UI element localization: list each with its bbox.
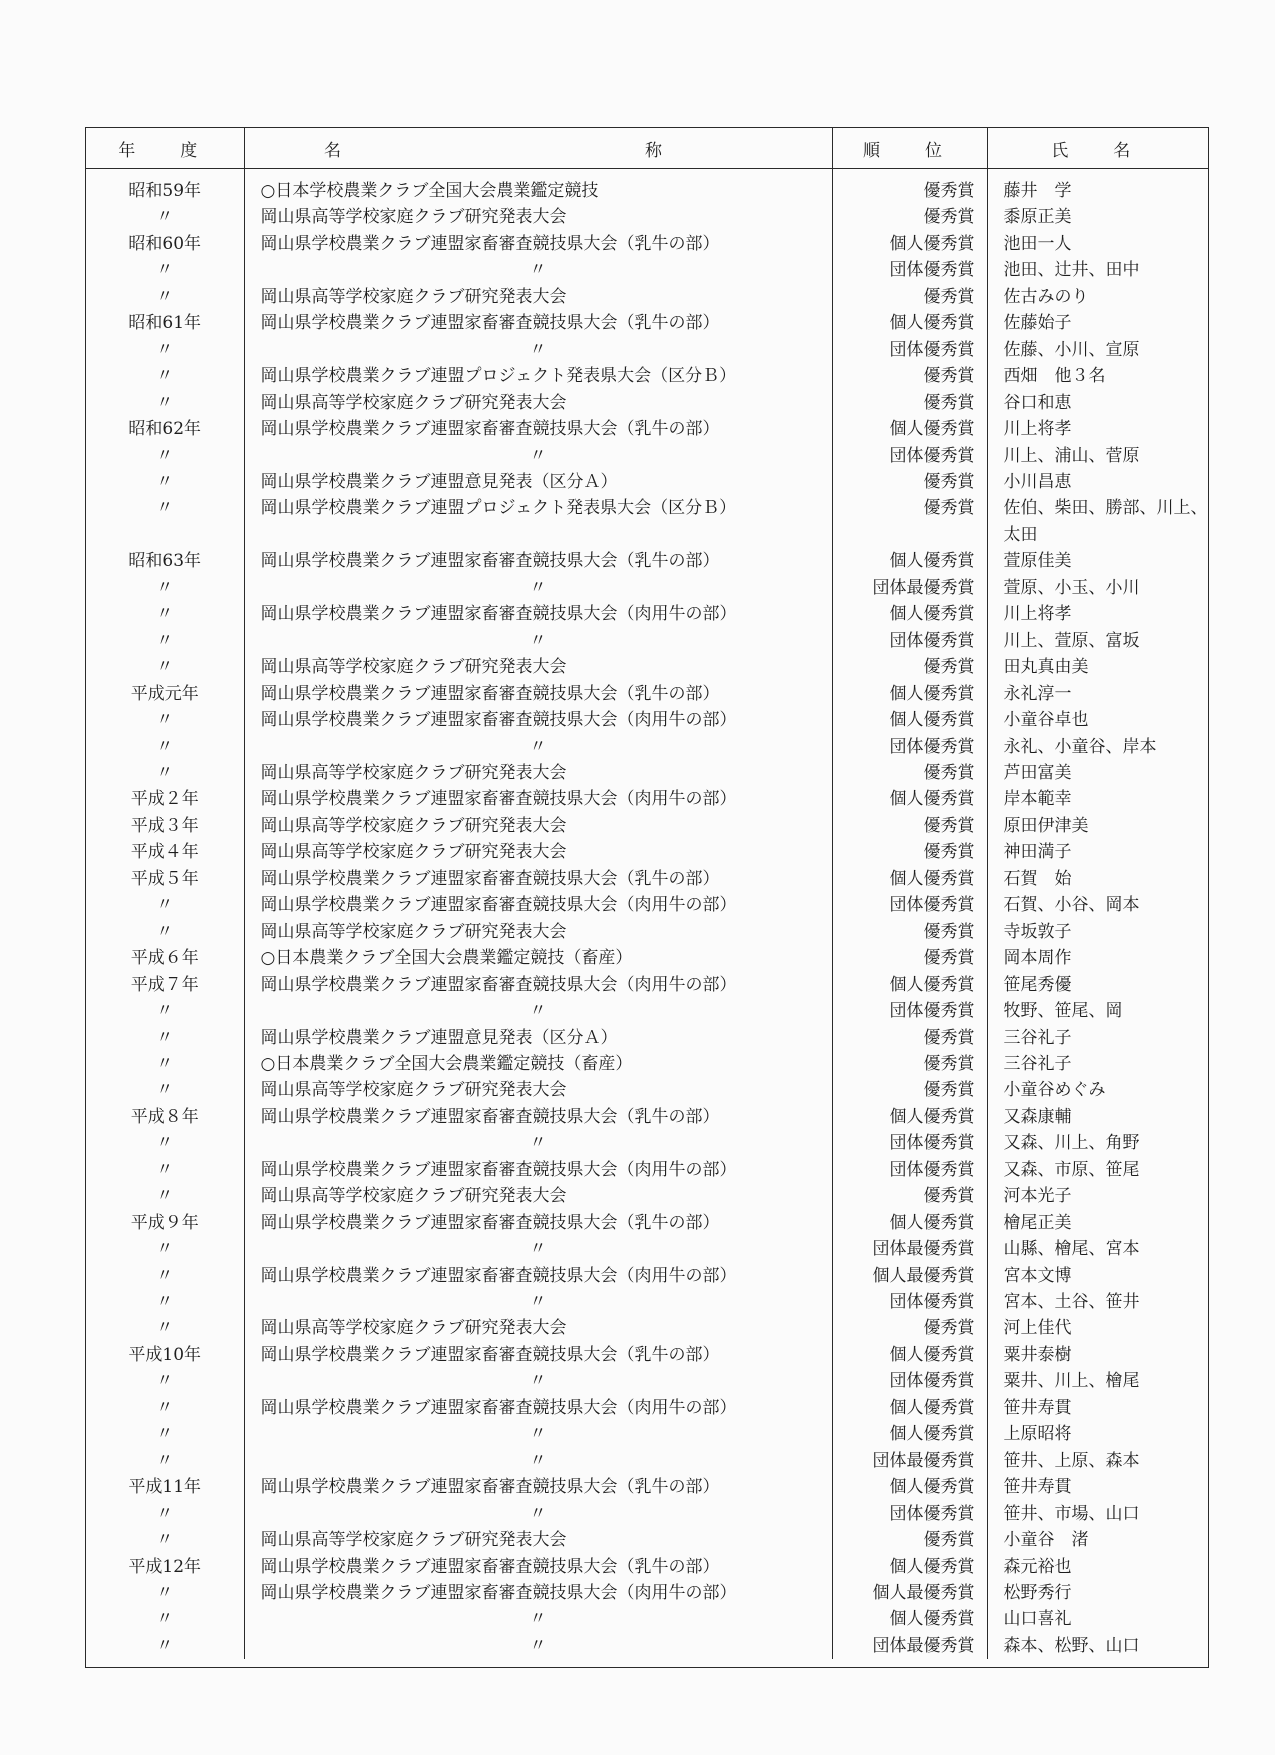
table-row (86, 337, 1208, 363)
year-cell: 昭和61年 (128, 313, 202, 334)
rank-cell: 個人優秀賞 (832, 681, 987, 707)
table-row (86, 416, 1208, 442)
name-cell: 〃 (244, 1130, 832, 1156)
person-cell: 山口喜礼 (987, 1606, 1208, 1632)
name-cell: 〃 (244, 1448, 832, 1474)
name-cell: 岡山県学校農業クラブ連盟家畜審査競技県大会（肉用牛の部） (244, 1580, 832, 1606)
name-cell: 〃 (244, 1501, 832, 1527)
name-cell: 岡山県高等学校家庭クラブ研究発表大会 (244, 204, 832, 230)
table-row (86, 548, 1208, 574)
table-row (86, 1051, 1208, 1077)
name-cell: 岡山県学校農業クラブ連盟家畜審査競技県大会（肉用牛の部） (244, 1263, 832, 1289)
person-cell: 田丸真由美 (987, 654, 1208, 680)
rank-cell: 優秀賞 (832, 1527, 987, 1553)
year-cell: 〃 (156, 1397, 174, 1418)
rank-cell: 団体優秀賞 (832, 1501, 987, 1527)
year-cell: 〃 (156, 366, 174, 387)
awards-table-frame (85, 127, 1209, 1668)
name-cell: 岡山県学校農業クラブ連盟意見発表（区分Ａ） (244, 1025, 832, 1051)
name-cell: 岡山県高等学校家庭クラブ研究発表大会 (244, 1527, 832, 1553)
name-cell: 〃 (244, 628, 832, 654)
rank-cell: 優秀賞 (832, 363, 987, 389)
rank-cell: 個人優秀賞 (832, 601, 987, 627)
person-cell: 萱原、小玉、小川 (987, 575, 1208, 601)
name-cell: 岡山県高等学校家庭クラブ研究発表大会 (244, 760, 832, 786)
name-cell: 〃 (244, 575, 832, 601)
person-cell: 寺坂敦子 (987, 919, 1208, 945)
table-row (86, 1527, 1208, 1553)
year-cell: 平成７年 (130, 974, 199, 995)
rank-cell: 団体優秀賞 (832, 628, 987, 654)
rank-cell: 優秀賞 (832, 839, 987, 865)
year-cell: 〃 (156, 577, 174, 598)
table-row (86, 601, 1208, 627)
person-cell: 宮本、土谷、笹井 (987, 1289, 1208, 1315)
person-cell: 檜尾正美 (987, 1210, 1208, 1236)
year-cell: 〃 (156, 286, 174, 307)
person-cell: 笹井、市場、山口 (987, 1501, 1208, 1527)
year-cell: 〃 (156, 471, 174, 492)
name-cell: 岡山県学校農業クラブ連盟家畜審査競技県大会（肉用牛の部） (244, 707, 832, 733)
table-row (86, 1421, 1208, 1447)
person-cell: 芦田富美 (987, 760, 1208, 786)
name-cell: 岡山県学校農業クラブ連盟家畜審査競技県大会（乳牛の部） (244, 866, 832, 892)
table-row (86, 998, 1208, 1024)
year-cell: 〃 (156, 1053, 174, 1074)
table-row (86, 1183, 1208, 1209)
rank-cell: 個人優秀賞 (832, 972, 987, 998)
person-cell: 萱原佳美 (987, 548, 1208, 574)
rank-cell: 優秀賞 (832, 390, 987, 416)
rank-cell: 優秀賞 (832, 1051, 987, 1077)
person-cell: 川上将孝 (987, 416, 1208, 442)
table-row (86, 1315, 1208, 1341)
table-row (86, 972, 1208, 998)
year-cell: 平成９年 (130, 1212, 199, 1233)
rank-cell: 優秀賞 (832, 1077, 987, 1103)
person-cell: 笹井、上原、森本 (987, 1448, 1208, 1474)
table-row (86, 1263, 1208, 1289)
name-cell: 〃 (244, 998, 832, 1024)
name-cell: 岡山県学校農業クラブ連盟家畜審査競技県大会（乳牛の部） (244, 1554, 832, 1580)
person-cell: 宮本文博 (987, 1263, 1208, 1289)
rank-cell: 優秀賞 (832, 1183, 987, 1209)
year-cell: 平成３年 (130, 815, 199, 836)
person-cell: 佐古みのり (987, 284, 1208, 310)
person-cell: 川上、萱原、富坂 (987, 628, 1208, 654)
year-cell: 〃 (156, 1080, 174, 1101)
name-cell: 岡山県学校農業クラブ連盟プロジェクト発表県大会（区分Ｂ） (244, 495, 832, 548)
rank-cell: 団体優秀賞 (832, 1368, 987, 1394)
person-cell: 森本、松野、山口 (987, 1633, 1208, 1659)
person-cell: 原田伊津美 (987, 813, 1208, 839)
person-cell: 永礼淳一 (987, 681, 1208, 707)
name-cell: 岡山県学校農業クラブ連盟家畜審査競技県大会（乳牛の部） (244, 548, 832, 574)
year-cell: 平成11年 (128, 1477, 202, 1498)
person-cell: 上原昭将 (987, 1421, 1208, 1447)
rank-cell: 団体最優秀賞 (832, 1633, 987, 1659)
name-cell: 岡山県学校農業クラブ連盟家畜審査競技県大会（乳牛の部） (244, 1342, 832, 1368)
rank-cell: 優秀賞 (832, 495, 987, 548)
year-cell: 〃 (156, 710, 174, 731)
name-cell: 岡山県学校農業クラブ連盟家畜審査競技県大会（肉用牛の部） (244, 601, 832, 627)
rank-cell: 個人優秀賞 (832, 1554, 987, 1580)
year-cell: 平成２年 (130, 789, 199, 810)
person-cell: 笹井寿貫 (987, 1395, 1208, 1421)
name-cell: 〃 (244, 1289, 832, 1315)
rank-cell: 団体最優秀賞 (832, 575, 987, 601)
year-cell: 〃 (156, 498, 174, 519)
person-cell: 松野秀行 (987, 1580, 1208, 1606)
name-cell: 岡山県学校農業クラブ連盟家畜審査競技県大会（乳牛の部） (244, 681, 832, 707)
rank-cell: 個人優秀賞 (832, 786, 987, 812)
person-cell: 藤井 学 (987, 169, 1208, 205)
rank-cell: 団体最優秀賞 (832, 1236, 987, 1262)
rank-cell: 個人優秀賞 (832, 1395, 987, 1421)
table-row (86, 390, 1208, 416)
name-cell: 〃 (244, 1421, 832, 1447)
name-cell: 岡山県学校農業クラブ連盟家畜審査競技県大会（肉用牛の部） (244, 1157, 832, 1183)
table-body (86, 169, 1208, 1660)
table-row (86, 1077, 1208, 1103)
name-cell: 〃 (244, 734, 832, 760)
year-cell: 〃 (156, 1265, 174, 1286)
table-row (86, 1633, 1208, 1659)
person-cell: 石賀、小谷、岡本 (987, 892, 1208, 918)
table-row (86, 1025, 1208, 1051)
name-cell: 岡山県高等学校家庭クラブ研究発表大会 (244, 813, 832, 839)
name-cell: 〃 (244, 1606, 832, 1632)
rank-cell: 優秀賞 (832, 654, 987, 680)
year-cell: 〃 (156, 260, 174, 281)
table-row (86, 1342, 1208, 1368)
table-header (86, 128, 1208, 169)
name-cell: 〃 (244, 1368, 832, 1394)
table-row (86, 1289, 1208, 1315)
person-cell: 又森、川上、角野 (987, 1130, 1208, 1156)
table-row (86, 919, 1208, 945)
person-cell: 河本光子 (987, 1183, 1208, 1209)
table-row (86, 707, 1208, 733)
year-cell: 平成８年 (130, 1106, 199, 1127)
rank-cell: 団体優秀賞 (832, 892, 987, 918)
table-row (86, 363, 1208, 389)
person-cell: 山縣、檜尾、宮本 (987, 1236, 1208, 1262)
table-row (86, 257, 1208, 283)
awards-table (86, 128, 1208, 1659)
name-cell: 岡山県学校農業クラブ連盟家畜審査競技県大会（乳牛の部） (244, 310, 832, 336)
year-cell: 〃 (156, 1371, 174, 1392)
name-cell: 岡山県高等学校家庭クラブ研究発表大会 (244, 654, 832, 680)
table-row (86, 1501, 1208, 1527)
year-cell: 平成４年 (130, 842, 199, 863)
person-cell: 牧野、笹尾、岡 (987, 998, 1208, 1024)
rank-cell: 優秀賞 (832, 284, 987, 310)
rank-cell: 団体優秀賞 (832, 443, 987, 469)
name-cell: ○日本農業クラブ全国大会農業鑑定競技（畜産） (244, 1051, 832, 1077)
year-cell: 〃 (156, 1159, 174, 1180)
year-cell: 昭和59年 (128, 181, 202, 201)
year-cell: 〃 (156, 339, 174, 360)
person-cell: 小童谷 渚 (987, 1527, 1208, 1553)
table-row (86, 1580, 1208, 1606)
table-row (86, 495, 1208, 548)
table-row (86, 1395, 1208, 1421)
person-cell: 小川昌恵 (987, 469, 1208, 495)
year-cell: 〃 (156, 1318, 174, 1339)
year-cell: 〃 (156, 1609, 174, 1630)
year-cell: 〃 (156, 736, 174, 757)
table-row (86, 892, 1208, 918)
person-cell: 森元裕也 (987, 1554, 1208, 1580)
rank-cell: 団体優秀賞 (832, 998, 987, 1024)
rank-cell: 個人最優秀賞 (832, 1263, 987, 1289)
person-cell: 小童谷卓也 (987, 707, 1208, 733)
person-cell: 池田、辻井、田中 (987, 257, 1208, 283)
rank-cell: 個人優秀賞 (832, 866, 987, 892)
year-cell: 〃 (156, 1424, 174, 1445)
person-cell: 又森、市原、笹尾 (987, 1157, 1208, 1183)
person-cell: 小童谷めぐみ (987, 1077, 1208, 1103)
year-cell: 〃 (156, 604, 174, 625)
rank-cell: 個人優秀賞 (832, 1104, 987, 1130)
year-cell: 平成５年 (130, 868, 199, 889)
year-cell: 平成６年 (130, 948, 199, 969)
year-cell: 〃 (156, 1635, 174, 1656)
person-cell: 佐伯、柴田、勝部、川上、太田 (987, 495, 1208, 548)
table-row (86, 1448, 1208, 1474)
name-cell: 岡山県学校農業クラブ連盟意見発表（区分Ａ） (244, 469, 832, 495)
name-cell: 岡山県学校農業クラブ連盟家畜審査競技県大会（肉用牛の部） (244, 1395, 832, 1421)
table-row (86, 786, 1208, 812)
year-cell: 昭和60年 (128, 233, 202, 254)
year-cell: 〃 (156, 762, 174, 783)
person-cell: 笹井寿貫 (987, 1474, 1208, 1500)
year-cell: 〃 (156, 1450, 174, 1471)
person-cell: 粟井、川上、檜尾 (987, 1368, 1208, 1394)
rank-cell: 個人優秀賞 (832, 1606, 987, 1632)
name-cell: 岡山県学校農業クラブ連盟家畜審査競技県大会（肉用牛の部） (244, 972, 832, 998)
rank-cell: 個人優秀賞 (832, 1210, 987, 1236)
person-cell: 西畑 他３名 (987, 363, 1208, 389)
rank-cell: 団体優秀賞 (832, 257, 987, 283)
table-row (86, 231, 1208, 257)
year-cell: 〃 (156, 207, 174, 228)
table-row (86, 866, 1208, 892)
person-cell: 川上、浦山、菅原 (987, 443, 1208, 469)
table-row (86, 945, 1208, 971)
year-cell: 〃 (156, 630, 174, 651)
name-cell: 岡山県学校農業クラブ連盟家畜審査競技県大会（乳牛の部） (244, 1104, 832, 1130)
rank-cell: 個人優秀賞 (832, 231, 987, 257)
name-cell: 〃 (244, 257, 832, 283)
rank-cell: 個人優秀賞 (832, 1474, 987, 1500)
rank-cell: 個人優秀賞 (832, 310, 987, 336)
year-cell: 〃 (156, 921, 174, 942)
name-cell: 〃 (244, 443, 832, 469)
year-cell: 昭和62年 (128, 419, 202, 440)
year-cell: 〃 (156, 895, 174, 916)
year-cell: 〃 (156, 657, 174, 678)
name-cell: 岡山県学校農業クラブ連盟家畜審査競技県大会（肉用牛の部） (244, 892, 832, 918)
person-cell: 永礼、小童谷、岸本 (987, 734, 1208, 760)
header-name: 名 称 (244, 128, 832, 169)
table-row (86, 469, 1208, 495)
table-row (86, 1130, 1208, 1156)
table-row (86, 839, 1208, 865)
name-cell: 岡山県高等学校家庭クラブ研究発表大会 (244, 390, 832, 416)
person-cell: 神田満子 (987, 839, 1208, 865)
year-cell: 平成12年 (128, 1556, 202, 1577)
name-cell: ○日本学校農業クラブ全国大会農業鑑定競技 (244, 169, 832, 205)
person-cell: 谷口和恵 (987, 390, 1208, 416)
year-cell: 〃 (156, 1583, 174, 1604)
year-cell: 〃 (156, 445, 174, 466)
table-row (86, 760, 1208, 786)
header-year: 年 度 (86, 128, 244, 169)
rank-cell: 優秀賞 (832, 760, 987, 786)
table-row (86, 734, 1208, 760)
person-cell: 佐藤始子 (987, 310, 1208, 336)
name-cell: 岡山県学校農業クラブ連盟プロジェクト発表県大会（区分Ｂ） (244, 363, 832, 389)
name-cell: 岡山県高等学校家庭クラブ研究発表大会 (244, 284, 832, 310)
person-cell: 岸本範幸 (987, 786, 1208, 812)
year-cell: 〃 (156, 1239, 174, 1260)
name-cell: 岡山県学校農業クラブ連盟家畜審査競技県大会（乳牛の部） (244, 231, 832, 257)
rank-cell: 個人優秀賞 (832, 548, 987, 574)
rank-cell: 優秀賞 (832, 919, 987, 945)
person-cell: 岡本周作 (987, 945, 1208, 971)
year-cell: 〃 (156, 1027, 174, 1048)
table-row (86, 169, 1208, 205)
table-row (86, 284, 1208, 310)
rank-cell: 個人優秀賞 (832, 1342, 987, 1368)
year-cell: 〃 (156, 392, 174, 413)
table-row (86, 628, 1208, 654)
year-cell: 〃 (156, 1186, 174, 1207)
name-cell: 岡山県学校農業クラブ連盟家畜審査競技県大会（肉用牛の部） (244, 786, 832, 812)
name-cell: 〃 (244, 337, 832, 363)
name-cell: 岡山県学校農業クラブ連盟家畜審査競技県大会（乳牛の部） (244, 416, 832, 442)
rank-cell: 優秀賞 (832, 1025, 987, 1051)
name-cell: 岡山県学校農業クラブ連盟家畜審査競技県大会（乳牛の部） (244, 1474, 832, 1500)
table-row (86, 813, 1208, 839)
person-cell: 三谷礼子 (987, 1051, 1208, 1077)
rank-cell: 団体優秀賞 (832, 337, 987, 363)
rank-cell: 優秀賞 (832, 469, 987, 495)
name-cell: 岡山県高等学校家庭クラブ研究発表大会 (244, 919, 832, 945)
table-row (86, 204, 1208, 230)
person-cell: 佐藤、小川、宣原 (987, 337, 1208, 363)
rank-cell: 優秀賞 (832, 169, 987, 205)
year-cell: 平成元年 (130, 683, 199, 704)
name-cell: 岡山県高等学校家庭クラブ研究発表大会 (244, 839, 832, 865)
header-rank: 順 位 (832, 128, 987, 169)
person-cell: 粟井泰樹 (987, 1342, 1208, 1368)
year-cell: 昭和63年 (128, 551, 202, 572)
year-cell: 〃 (156, 1001, 174, 1022)
year-cell: 〃 (156, 1133, 174, 1154)
rank-cell: 団体優秀賞 (832, 1130, 987, 1156)
rank-cell: 優秀賞 (832, 1315, 987, 1341)
rank-cell: 団体優秀賞 (832, 1157, 987, 1183)
name-cell: 〃 (244, 1633, 832, 1659)
rank-cell: 優秀賞 (832, 945, 987, 971)
table-row (86, 1104, 1208, 1130)
table-row (86, 310, 1208, 336)
person-cell: 池田一人 (987, 231, 1208, 257)
person-cell: 三谷礼子 (987, 1025, 1208, 1051)
table-row (86, 1368, 1208, 1394)
person-cell: 河上佳代 (987, 1315, 1208, 1341)
rank-cell: 個人最優秀賞 (832, 1580, 987, 1606)
person-cell: 石賀 始 (987, 866, 1208, 892)
name-cell: ○日本農業クラブ全国大会農業鑑定競技（畜産） (244, 945, 832, 971)
table-row (86, 1474, 1208, 1500)
rank-cell: 団体最優秀賞 (832, 1448, 987, 1474)
person-cell: 笹尾秀優 (987, 972, 1208, 998)
rank-cell: 個人優秀賞 (832, 1421, 987, 1447)
year-cell: 〃 (156, 1292, 174, 1313)
table-row (86, 443, 1208, 469)
year-cell: 平成10年 (128, 1344, 202, 1365)
rank-cell: 優秀賞 (832, 813, 987, 839)
rank-cell: 個人優秀賞 (832, 707, 987, 733)
name-cell: 岡山県高等学校家庭クラブ研究発表大会 (244, 1077, 832, 1103)
name-cell: 岡山県高等学校家庭クラブ研究発表大会 (244, 1315, 832, 1341)
table-row (86, 1210, 1208, 1236)
rank-cell: 個人優秀賞 (832, 416, 987, 442)
header-row (86, 128, 1208, 169)
rank-cell: 団体優秀賞 (832, 1289, 987, 1315)
header-person: 氏 名 (987, 128, 1208, 169)
person-cell: 川上将孝 (987, 601, 1208, 627)
name-cell: 岡山県高等学校家庭クラブ研究発表大会 (244, 1183, 832, 1209)
person-cell: 又森康輔 (987, 1104, 1208, 1130)
name-cell: 〃 (244, 1236, 832, 1262)
table-row (86, 575, 1208, 601)
rank-cell: 団体優秀賞 (832, 734, 987, 760)
table-row (86, 681, 1208, 707)
table-row (86, 1554, 1208, 1580)
year-cell: 〃 (156, 1530, 174, 1551)
table-row (86, 1606, 1208, 1632)
table-row (86, 654, 1208, 680)
table-row (86, 1157, 1208, 1183)
person-cell: 黍原正美 (987, 204, 1208, 230)
rank-cell: 優秀賞 (832, 204, 987, 230)
table-row (86, 1236, 1208, 1262)
name-cell: 岡山県学校農業クラブ連盟家畜審査競技県大会（乳牛の部） (244, 1210, 832, 1236)
year-cell: 〃 (156, 1503, 174, 1524)
